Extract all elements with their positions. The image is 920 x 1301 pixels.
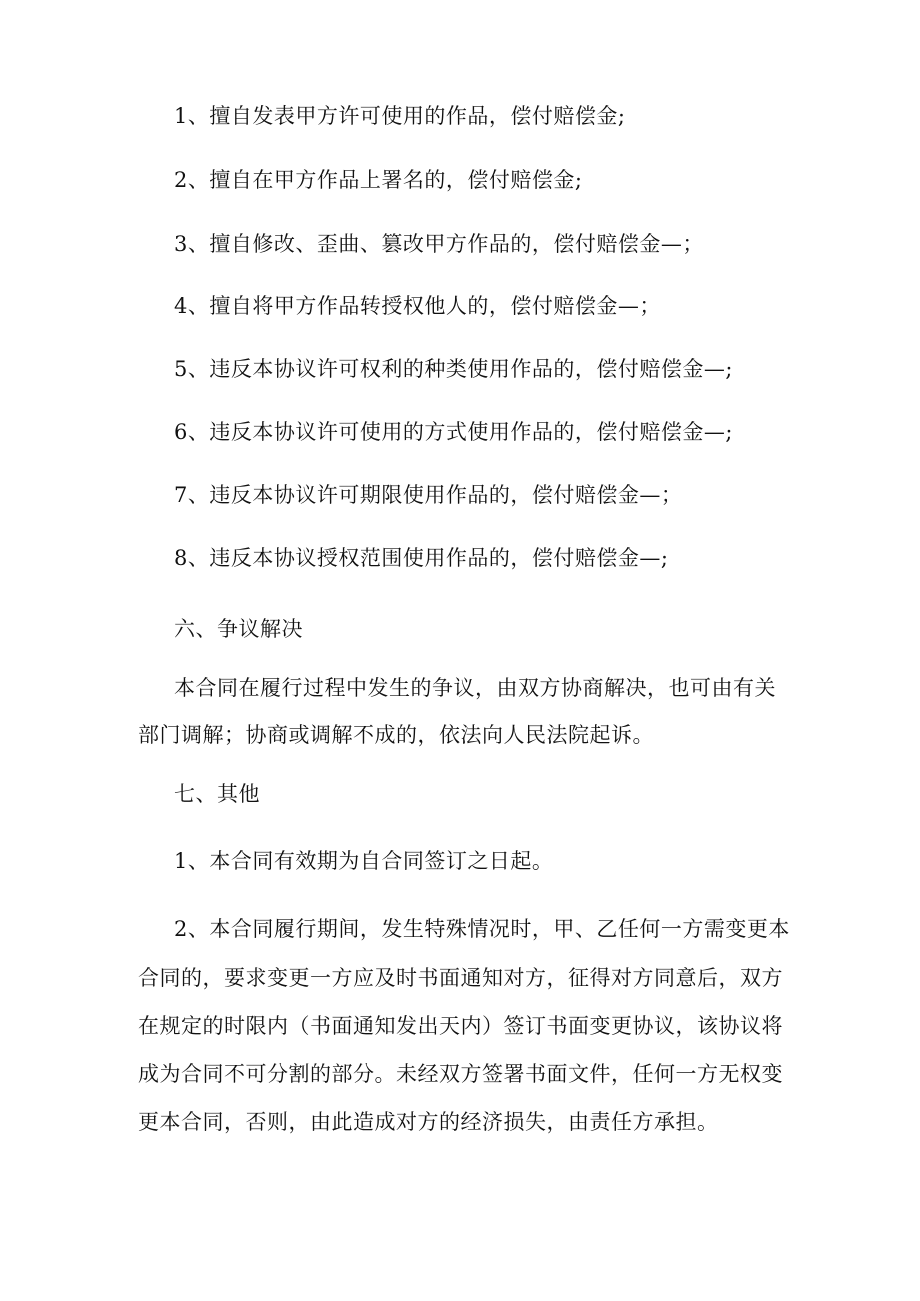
paragraph-line: 在规定的时限内（书面通知发出天内）签订书面变更协议，该协议将 (138, 1014, 783, 1038)
paragraph-line: 成为合同不可分割的部分。未经双方签署书面文件，任何一方无权变 (138, 1062, 783, 1086)
list-item: 1、本合同有效期为自合同签订之日起。 (174, 849, 554, 873)
list-item: 5、违反本协议许可权利的种类使用作品的，偿付赔偿金—; (174, 357, 733, 381)
paragraph-line: 更本合同，否则，由此造成对方的经济损失，由责任方承担。 (138, 1110, 719, 1134)
list-item: 2、擅自在甲方作品上署名的，偿付赔偿金; (174, 168, 583, 192)
list-item: 6、违反本协议许可使用的方式使用作品的，偿付赔偿金—; (174, 420, 733, 444)
list-item: 3、擅自修改、歪曲、篡改甲方作品的，偿付赔偿金—； (174, 232, 704, 256)
paragraph-line: 合同的，要求变更一方应及时书面通知对方，征得对方同意后，双方 (138, 966, 783, 990)
list-item: 1、擅自发表甲方许可使用的作品，偿付赔偿金; (174, 104, 626, 128)
list-item: 7、违反本协议许可期限使用作品的，偿付赔偿金—； (174, 483, 683, 507)
section-heading-other: 七、其他 (174, 782, 260, 806)
paragraph-line: 本合同在履行过程中发生的争议，由双方协商解决，也可由有关 (174, 676, 776, 700)
list-item: 4、擅自将甲方作品转授权他人的，偿付赔偿金—； (174, 294, 661, 318)
section-heading-dispute: 六、争议解决 (174, 617, 303, 641)
paragraph-line: 2、本合同履行期间，发生特殊情况时，甲、乙任何一方需变更本 (174, 917, 790, 941)
list-item: 8、违反本协议授权范围使用作品的，偿付赔偿金—; (174, 546, 669, 570)
paragraph-line: 部门调解；协商或调解不成的，依法向人民法院起诉。 (138, 723, 654, 747)
